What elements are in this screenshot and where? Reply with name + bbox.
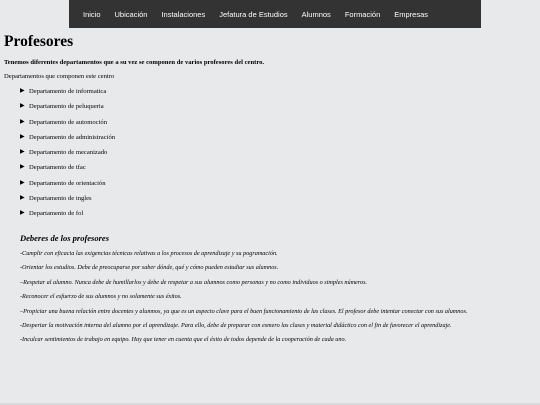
departments-list bbox=[20, 88, 115, 226]
duty-item: -Despertar la motivación interna del alumno por el aprendizaje. Para ello, debe de preparar con esmero las clases y material didáctico con el fin de favorecer el aprendizaje. bbox=[20, 321, 452, 329]
department-item[interactable]: ▶ Departamento de tfac bbox=[20, 164, 86, 172]
duty-item: -Reconocer el esfuerzo de sus alumnos y no solamente sus éxitos. bbox=[20, 293, 182, 301]
duty-item: -Inculcar sentimientos de trabajo en equipo. Hay que tener en cuenta que el éxito de todos depende de la cooperación de cada uno. bbox=[20, 336, 347, 344]
nav-item-alumnos[interactable]: Alumnos bbox=[301, 9, 331, 19]
department-item[interactable]: ▶ Departamento de ingles bbox=[20, 195, 92, 203]
disclosure-triangle-icon: ▶ bbox=[20, 103, 25, 110]
disclosure-triangle-icon: ▶ bbox=[20, 88, 25, 94]
department-item[interactable]: ▶ Departamento de administración bbox=[20, 133, 116, 141]
duty-item: -Cumplir con eficacia las exigencias técnicas relativas a los procesos de aprendizaje y su pogramación. bbox=[20, 250, 278, 257]
intro-text: Tenemos diferentes departamentos que a su vez se componen de varios profesores del centro. bbox=[4, 59, 265, 66]
department-item[interactable]: ▶ Departamento de peluqueria bbox=[20, 103, 104, 111]
department-item[interactable]: ▶ Departamento de automoción bbox=[20, 118, 107, 126]
duties-list bbox=[20, 250, 467, 351]
top-navbar bbox=[69, 0, 481, 28]
nav-item-inicio[interactable]: Inicio bbox=[83, 9, 101, 19]
page-title: Profesores bbox=[4, 33, 74, 50]
nav-item-formacion[interactable]: Formación bbox=[344, 9, 381, 19]
disclosure-triangle-icon: ▶ bbox=[20, 149, 25, 156]
department-item[interactable]: ▶ Departamento de fol bbox=[20, 210, 84, 218]
disclosure-triangle-icon: ▶ bbox=[20, 179, 25, 186]
duty-item: –Propiciar una buena relación entre docentes y alumnos, ya que es un aspecto clave para el buen funcionamiento de las clases. El profesor debe intentar conectar con sus alumnos. bbox=[20, 307, 468, 315]
disclosure-triangle-icon: ▶ bbox=[20, 118, 25, 125]
disclosure-triangle-icon: ▶ bbox=[20, 164, 25, 171]
nav-item-empresas[interactable]: Empresas bbox=[394, 9, 429, 19]
duty-item: -Orientar los estudios. Debe de preocuparse por saber dónde, qué y cómo pueden estudiar sus alumnos. bbox=[20, 264, 279, 272]
disclosure-triangle-icon: ▶ bbox=[20, 133, 25, 140]
nav-item-instalaciones[interactable]: Instalaciones bbox=[161, 9, 206, 19]
duty-item: –Respetar al alumno. Nunca debe de humillarlos y debe de respetar a sus alumnos como personas y no como individuos o simples números. bbox=[20, 278, 368, 286]
department-item[interactable]: ▶ Departamento de mecanizado bbox=[20, 149, 108, 157]
duties-title: Deberes de los profesores bbox=[20, 233, 109, 243]
department-item[interactable]: ▶ Departamento de orientación bbox=[20, 179, 106, 187]
nav-item-ubicacion[interactable]: Ubicación bbox=[114, 9, 148, 19]
nav-item-jefatura[interactable]: Jefatura de Estudios bbox=[219, 9, 288, 19]
disclosure-triangle-icon: ▶ bbox=[20, 195, 25, 202]
departments-caption: Departamentos que componen este centro bbox=[4, 73, 115, 80]
disclosure-triangle-icon: ▶ bbox=[20, 210, 25, 217]
department-item[interactable]: ▶ Departamento de informatica bbox=[20, 88, 107, 95]
